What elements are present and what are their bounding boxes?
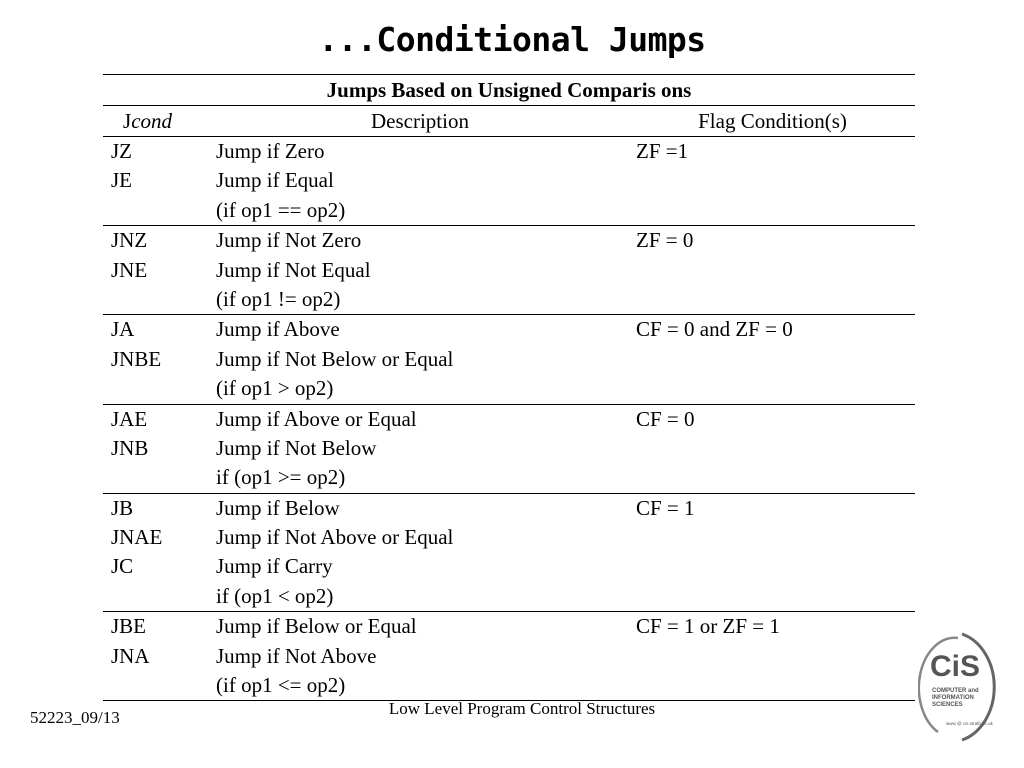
header-jcond-prefix: J: [123, 108, 132, 133]
jcond-code: JB: [111, 495, 134, 520]
jcond-code: JAE: [111, 406, 148, 431]
description-cell: [210, 315, 630, 404]
logo-url: www @ cis.strath.ac.uk: [946, 721, 993, 726]
cis-logo: [918, 628, 1000, 746]
description-line: Jump if Below: [216, 495, 340, 520]
description-line: Jump if Not Equal: [216, 257, 371, 282]
flag-condition: ZF =1: [636, 139, 689, 163]
logo-line2: INFORMATION: [932, 695, 974, 701]
jcond-cell: [103, 404, 210, 493]
description-line: if (op1 < op2): [216, 583, 334, 608]
description-line: Jump if Not Below or Equal: [216, 346, 454, 371]
description-line: (if op1 <= op2): [216, 673, 346, 698]
description-line: Jump if Equal: [216, 168, 334, 193]
jcond-cell: [103, 612, 210, 701]
jcond-cell: [103, 226, 210, 315]
description-line: Jump if Not Zero: [216, 228, 362, 253]
course-code: 52223_09/13: [30, 708, 120, 727]
footer-subtitle: Low Level Program Control Structures: [388, 699, 656, 718]
jcond-code: JBE: [111, 614, 147, 639]
logo-line3: SCIENCES: [932, 702, 963, 708]
jcond-code: JNZ: [111, 228, 148, 253]
header-jcond: [103, 106, 210, 137]
flags-cell: [630, 612, 915, 701]
description-line: Jump if Not Below: [216, 435, 377, 460]
header-description: Description: [210, 106, 630, 137]
flags-cell: [630, 493, 915, 612]
slide-title: ...Conditional Jumps: [318, 20, 706, 59]
table-row: [103, 612, 915, 701]
description-line: Jump if Above: [216, 317, 340, 342]
description-cell: [210, 612, 630, 701]
flag-condition: CF = 1: [636, 495, 695, 520]
unsigned-jumps-table: [103, 74, 915, 701]
jcond-cell: [103, 493, 210, 612]
jumps-table-container: [103, 74, 915, 701]
jcond-code: JZ: [111, 139, 132, 163]
description-line: Jump if Zero: [216, 139, 325, 163]
description-cell: [210, 226, 630, 315]
jcond-cell: [103, 315, 210, 404]
description-line: (if op1 == op2): [216, 197, 346, 222]
description-line: Jump if Not Above or Equal: [216, 525, 454, 550]
table-row: [103, 315, 915, 404]
table-caption: Jumps Based on Unsigned Comparis ons: [103, 75, 915, 106]
jcond-code: JNA: [111, 643, 150, 668]
jcond-code: JNBE: [111, 346, 162, 371]
flags-cell: [630, 226, 915, 315]
table-row: [103, 226, 915, 315]
header-jcond-suffix: cond: [131, 108, 173, 133]
flags-cell: [630, 315, 915, 404]
jcond-cell: [103, 137, 210, 226]
flag-condition: CF = 0: [636, 406, 695, 431]
flag-condition: CF = 0 and ZF = 0: [636, 317, 793, 342]
description-line: if (op1 >= op2): [216, 465, 346, 490]
jcond-code: JA: [111, 317, 135, 342]
table-row: [103, 404, 915, 493]
description-line: (if op1 > op2): [216, 376, 334, 401]
logo-line1: COMPUTER and: [932, 688, 979, 694]
description-cell: [210, 493, 630, 612]
jcond-code: JC: [111, 554, 134, 579]
flag-condition: CF = 1 or ZF = 1: [636, 614, 780, 639]
description-cell: [210, 404, 630, 493]
flag-condition: ZF = 0: [636, 228, 694, 253]
table-body: [103, 137, 915, 701]
flags-cell: [630, 137, 915, 226]
jcond-code: JNAE: [111, 525, 163, 550]
table-row: [103, 137, 915, 226]
header-flags: Flag Condition(s): [630, 106, 915, 137]
jcond-code: JNB: [111, 435, 149, 460]
logo-text: CiS: [930, 650, 981, 683]
description-line: Jump if Not Above: [216, 643, 377, 668]
flags-cell: [630, 404, 915, 493]
jcond-code: JNE: [111, 257, 148, 282]
description-line: Jump if Carry: [216, 554, 333, 579]
description-line: (if op1 != op2): [216, 286, 341, 311]
jcond-code: JE: [111, 168, 132, 193]
description-line: Jump if Below or Equal: [216, 614, 417, 639]
description-line: Jump if Above or Equal: [216, 406, 417, 431]
description-cell: [210, 137, 630, 226]
table-row: [103, 493, 915, 612]
